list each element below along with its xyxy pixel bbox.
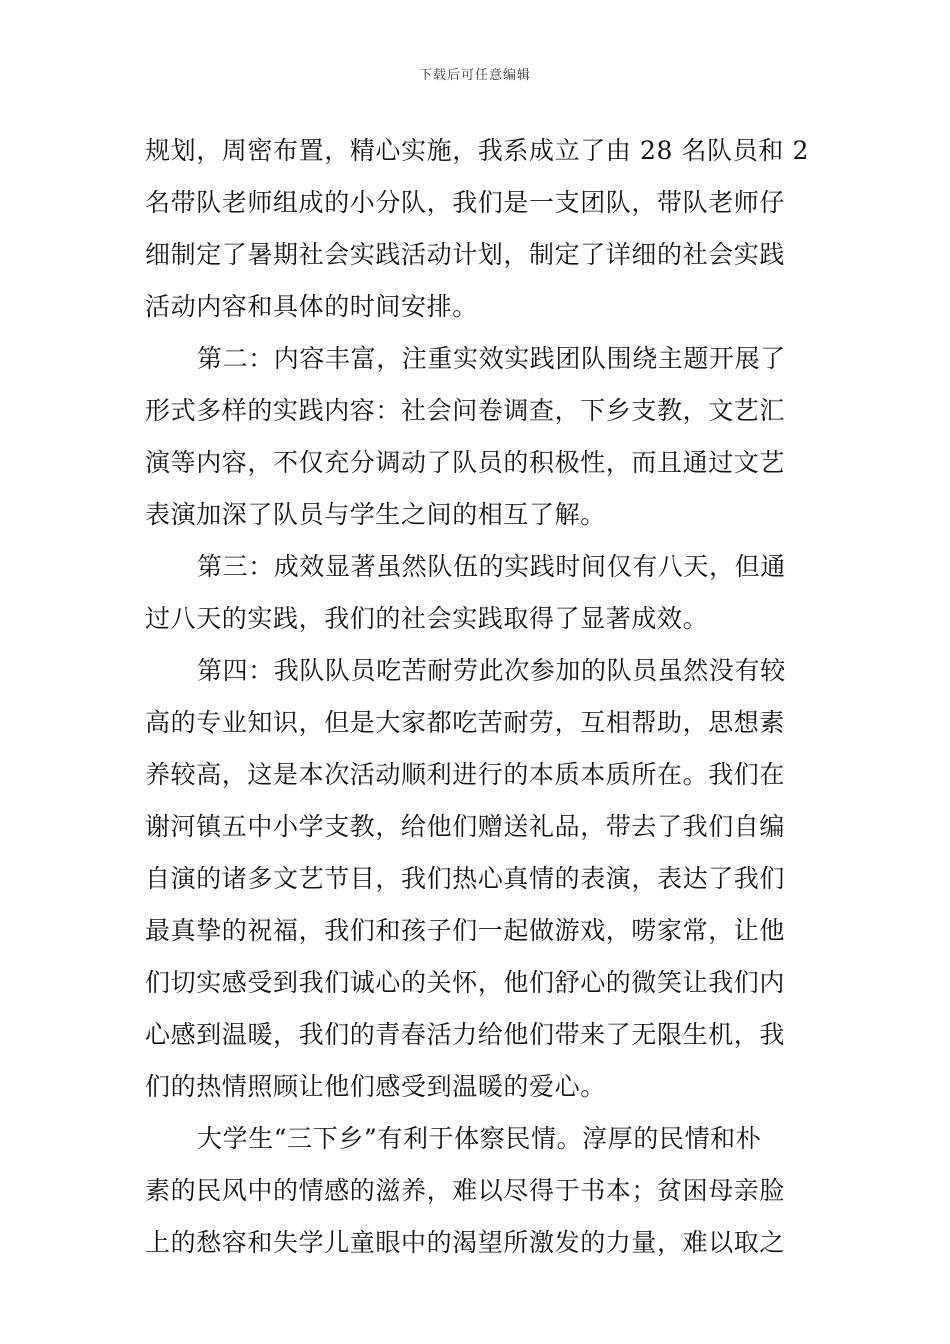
text-line: 过八天的实践，我们的社会实践取得了显著成效。 bbox=[145, 604, 709, 633]
paragraph-3 bbox=[145, 541, 810, 645]
text-line: 第二：内容丰富，注重实效实践团队围绕主题开展了 bbox=[197, 344, 786, 373]
text-line: 演等内容，不仅充分调动了队员的积极性，而且通过文艺 bbox=[145, 448, 786, 477]
text-line: 最真挚的祝福，我们和孩子们一起做游戏，唠家常，让他 bbox=[145, 916, 786, 945]
document-body bbox=[145, 125, 810, 1269]
text-line: 上的愁容和失学儿童眼中的渴望所激发的力量，难以取之 bbox=[145, 1228, 786, 1257]
paragraph-1 bbox=[145, 125, 810, 333]
text-line: 们切实感受到我们诚心的关怀，他们舒心的微笑让我们内 bbox=[145, 968, 786, 997]
page-header: 下载后可任意编辑 bbox=[418, 68, 531, 83]
paragraph-2 bbox=[145, 333, 810, 541]
text-line: 心感到温暖，我们的青春活力给他们带来了无限生机，我 bbox=[145, 1020, 786, 1049]
text-line: 大学生“三下乡”有利于体察民情。淳厚的民情和朴 bbox=[197, 1124, 762, 1153]
text-line: 自演的诸多文艺节目，我们热心真情的表演，表达了我们 bbox=[145, 864, 786, 893]
text-line: 第三：成效显著虽然队伍的实践时间仅有八天，但通 bbox=[197, 552, 786, 581]
text-line: 名带队老师组成的小分队，我们是一支团队，带队老师仔 bbox=[145, 188, 786, 217]
text-line: 谢河镇五中小学支教，给他们赠送礼品，带去了我们自编 bbox=[145, 812, 786, 841]
text-line: 素的民风中的情感的滋养，难以尽得于书本；贫困母亲脸 bbox=[145, 1176, 786, 1205]
text-line: 养较高，这是本次活动顺利进行的本质本质所在。我们在 bbox=[145, 760, 786, 789]
paragraph-5 bbox=[145, 1113, 810, 1269]
text-line: 表演加深了队员与学生之间的相互了解。 bbox=[145, 500, 606, 529]
paragraph-4 bbox=[145, 645, 810, 1113]
text-line: 高的专业知识，但是大家都吃苦耐劳，互相帮助，思想素 bbox=[145, 708, 786, 737]
text-line: 第四：我队队员吃苦耐劳此次参加的队员虽然没有较 bbox=[197, 656, 786, 685]
text-line: 们的热情照顾让他们感受到温暖的爱心。 bbox=[145, 1072, 606, 1101]
text-line: 细制定了暑期社会实践活动计划，制定了详细的社会实践 bbox=[145, 240, 786, 269]
text-line: 形式多样的实践内容：社会问卷调查，下乡支教，文艺汇 bbox=[145, 396, 786, 425]
text-line: 活动内容和具体的时间安排。 bbox=[145, 292, 478, 321]
text-line: 规划，周密布置，精心实施，我系成立了由 28 名队员和 2 bbox=[145, 136, 809, 165]
